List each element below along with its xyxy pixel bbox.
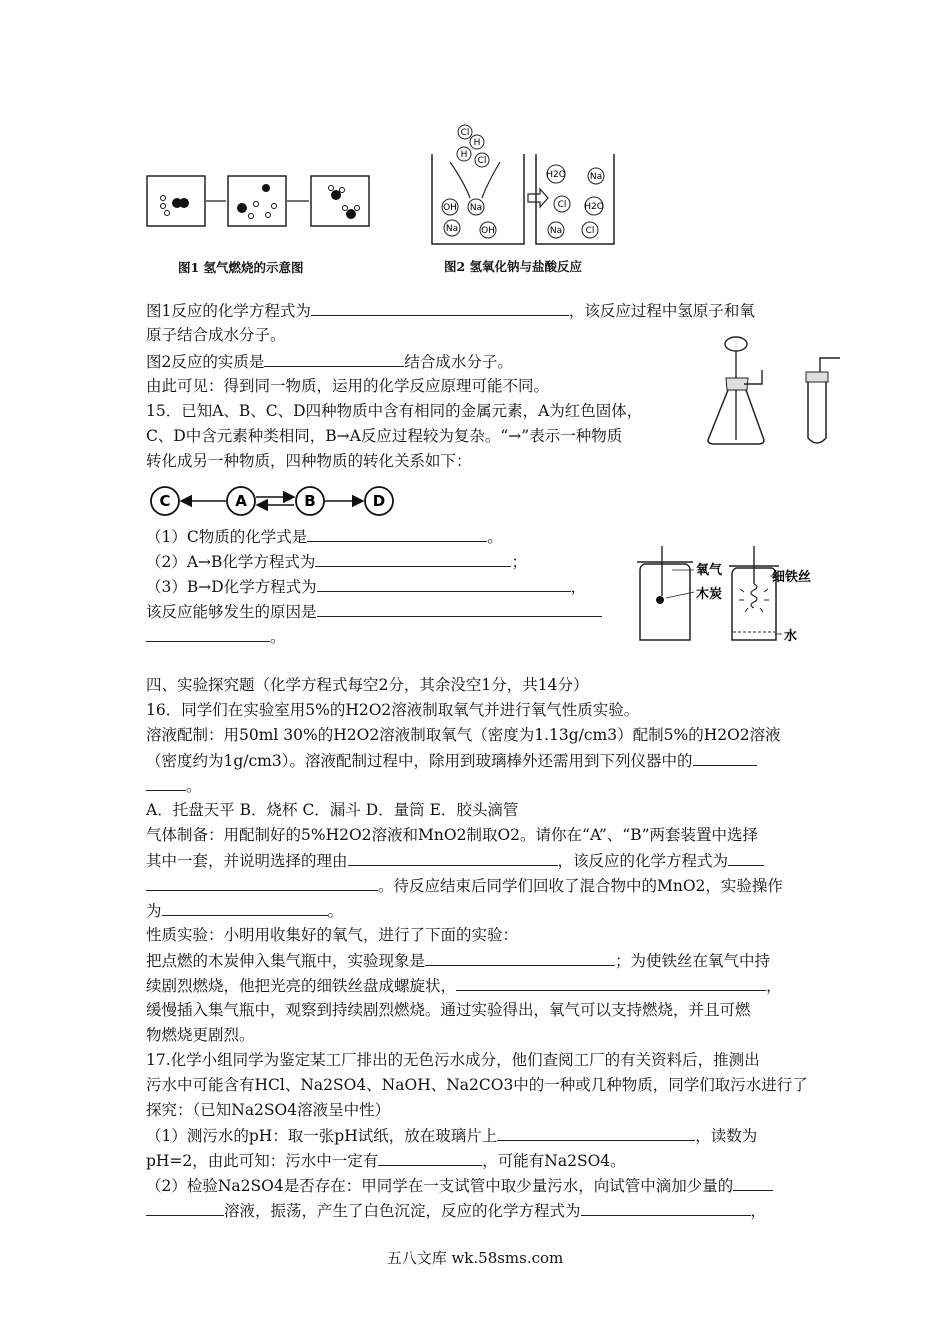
line-29: 污水中可能含有HCl、Na2SO4、NaOH、Na2CO3中的一种或几种物质，同学们取污水进行了	[146, 1076, 808, 1094]
funnel-stream	[450, 162, 500, 198]
figure-hydrogen-combustion	[146, 170, 386, 232]
line-4: 由此可见：得到同一物质，运用的化学反应原理可能不同。	[146, 377, 550, 395]
iron-wire-spiral	[751, 584, 757, 608]
answer-blank[interactable]	[311, 298, 569, 316]
question-16: 16．同学们在实验室用5%的H2O2溶液制取氧气并进行氧气性质实验。	[146, 701, 640, 719]
answer-blank[interactable]	[378, 1148, 482, 1166]
ion: Cl	[477, 156, 487, 166]
figure-neutralization	[428, 122, 618, 252]
answer-blank[interactable]	[581, 1198, 751, 1216]
q15-part-3: （3）B→D化学方程式为 ，	[146, 574, 586, 599]
separatory-funnel	[725, 337, 747, 351]
hydrogen-atom	[161, 196, 166, 201]
answer-blank[interactable]	[733, 1173, 773, 1191]
fig1-box-2	[228, 176, 286, 226]
ions-left-bottom	[442, 199, 496, 238]
answer-blank[interactable]	[456, 973, 766, 991]
ion: H	[473, 138, 481, 148]
ion: Cl	[585, 226, 595, 236]
charcoal	[656, 596, 664, 604]
label-oxygen: 氧气	[696, 563, 723, 578]
line-26: 缓慢插入集气瓶中，观察到持续剧烈燃烧。通过实验得出，氧气可以支持燃烧，并且可燃	[146, 1001, 751, 1019]
test-tube	[808, 375, 826, 443]
ions-right	[546, 165, 604, 238]
delivery-tube-b	[820, 358, 840, 372]
ion: Cl	[460, 128, 470, 138]
line-33: （2）检验Na2SO4是否存在：甲同学在一支试管中取少量污水，向试管中滴加少量的	[146, 1173, 773, 1198]
answer-blank[interactable]	[146, 624, 270, 642]
ion: Na	[445, 224, 459, 234]
answer-blank[interactable]	[307, 524, 487, 542]
line-20: 其中一套，并说明选择的理由 ，该反应的化学方程式为	[146, 848, 764, 873]
line-18: A．托盘天平 B．烧杯 C．漏斗 D．量筒 E．胶头滴管	[146, 801, 519, 819]
gas-jar-1	[640, 564, 690, 640]
node-b-label: B	[304, 492, 316, 510]
hydrogen-atom	[272, 204, 277, 209]
hydrogen-atom	[249, 214, 254, 219]
ion: H2O	[546, 170, 566, 180]
line-2: 原子结合成水分子。	[146, 326, 286, 344]
question-17: 17.化学小组同学为鉴定某工厂排出的无色污水成分，他们查阅工厂的有关资料后，推测出	[146, 1051, 760, 1069]
fig2-caption: 图2 氢氧化钠与盐酸反应	[444, 259, 583, 274]
answer-blank[interactable]	[146, 1198, 224, 1216]
ion: OH	[443, 203, 457, 213]
fig1-box-3	[311, 176, 369, 226]
node-c-label: C	[159, 492, 171, 510]
label-water: 水	[784, 629, 798, 644]
hydrogen-atom	[266, 213, 271, 218]
line-3: 图2反应的实质是 结合成水分子。	[146, 349, 513, 374]
line-16: （密度约为1g/cm3）。溶液配制过程中，除用到玻璃棒外还需用到下列仪器中的	[146, 748, 757, 773]
hydrogen-atom	[355, 206, 360, 211]
line-7: 转化成另一种物质，四种物质的转化关系如下：	[146, 452, 472, 470]
footer-watermark: 五八文库 wk.58sms.com	[386, 1249, 564, 1267]
hydrogen-atom	[254, 202, 259, 207]
line-21: 。待反应结束后同学们回收了混合物中的MnO2，实验操作	[146, 873, 783, 898]
line-11: 该反应能够发生的原因是	[146, 599, 602, 624]
answer-blank[interactable]	[162, 898, 328, 916]
answer-blank[interactable]	[264, 349, 404, 367]
line-12: 。	[146, 624, 286, 649]
line-27: 物燃烧更剧烈。	[146, 1026, 255, 1044]
line-34: 溶液，振荡，产生了白色沉淀，反应的化学方程式为 ，	[146, 1198, 766, 1223]
line-31: （1）测污水的pH：取一张pH试纸，放在玻璃片上 ，读数为	[146, 1123, 757, 1148]
fig1-caption: 图1 氢气燃烧的示意图	[178, 260, 304, 275]
line-19: 气体制备：用配制好的5%H2O2溶液和MnO2制取O2。请你在“A”、“B”两套装置中选择	[146, 826, 759, 844]
figure-conversion-flow	[148, 484, 398, 518]
test-tube-stopper	[806, 372, 828, 382]
line-15: 溶液配制：用50ml 30%的H2O2溶液制取氧气（密度为1.13g/cm3）配制5%的H2O2溶液	[146, 726, 781, 744]
node-a-label: A	[235, 492, 247, 510]
hydrogen-atom	[161, 204, 166, 209]
answer-blank[interactable]	[348, 848, 558, 866]
reaction-arrow	[528, 189, 548, 207]
answer-blank[interactable]	[317, 599, 602, 617]
line-22: 为 。	[146, 898, 343, 923]
answer-blank[interactable]	[693, 748, 757, 766]
ion: H2O	[584, 202, 604, 212]
water-molecule-oxygen	[346, 209, 356, 219]
ion: Na	[549, 226, 563, 236]
oxygen-atom	[237, 203, 247, 213]
ions-left-top	[457, 125, 489, 167]
sparks	[739, 589, 769, 612]
line-17: 。	[146, 773, 202, 798]
ion: Na	[589, 172, 603, 182]
oxygen-atom	[179, 198, 189, 208]
label-iron-wire: 细铁丝	[772, 570, 812, 585]
hydrogen-atom	[165, 211, 170, 216]
line-30: 探究：（已知Na2SO4溶液呈中性）	[146, 1101, 391, 1119]
oxygen-atom	[262, 184, 270, 192]
node-d-label: D	[372, 492, 386, 510]
answer-blank[interactable]	[146, 873, 378, 891]
line-32: pH=2，由此可知：污水中一定有 ，可能有Na2SO4。	[146, 1148, 626, 1173]
figure-burning-experiments	[632, 540, 812, 650]
ion: Cl	[557, 200, 567, 210]
answer-blank[interactable]	[425, 948, 615, 966]
figure-gas-apparatus	[700, 330, 850, 450]
ion: OH	[481, 226, 495, 236]
line-24: 把点燃的木炭伸入集气瓶中，实验现象是 ；为使铁丝在氧气中持	[146, 948, 770, 973]
ion: Na	[469, 203, 483, 213]
answer-blank[interactable]	[728, 848, 764, 866]
section-4-heading: 四、实验探究题（化学方程式每空2分，其余没空1分，共14分）	[146, 676, 589, 694]
line-6: C、D中含元素种类相同，B→A反应过程较为复杂。“→”表示一种物质	[146, 427, 623, 445]
line-23: 性质实验：小明用收集好的氧气，进行了下面的实验：	[146, 926, 519, 944]
hydrogen-atom	[329, 186, 334, 191]
line-1: 图1反应的化学方程式为 ，该反应过程中氢原子和氧	[146, 298, 755, 323]
hydrogen-atom	[340, 188, 345, 193]
label-charcoal: 木炭	[696, 587, 723, 602]
answer-blank[interactable]	[315, 549, 511, 567]
answer-blank[interactable]	[497, 1123, 695, 1141]
q15-part-1: （1）C物质的化学式是 。	[146, 524, 503, 549]
answer-blank[interactable]	[146, 773, 186, 791]
hydrogen-atom	[343, 206, 348, 211]
answer-blank[interactable]	[317, 574, 571, 592]
q15-part-2: （2）A→B化学方程式为 ；	[146, 549, 527, 574]
question-15: 15．已知A、B、C、D四种物质中含有相同的金属元素，A为红色固体，	[146, 402, 643, 420]
ion: H	[460, 150, 468, 160]
line-25: 续剧烈燃烧，他把光亮的细铁丝盘成螺旋状， ，	[146, 973, 782, 998]
